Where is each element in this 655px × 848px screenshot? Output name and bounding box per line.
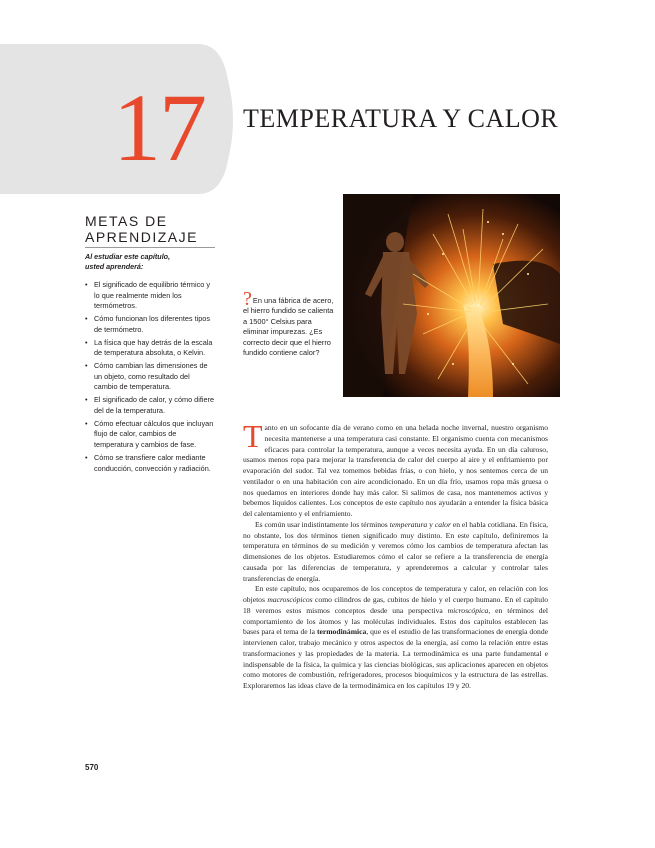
paragraph-3-text: como cilindros de gas, cubitos de hielo y el cuerpo humano. En el capítulo 18 veremos estos mismos conceptos desde una perspectiva [243,595,548,615]
term-calor: calor [434,519,451,529]
page-number: 570 [85,763,99,772]
learning-goal-item [85,361,215,393]
bullet-icon: • [85,453,88,463]
learning-goal-item [85,419,215,451]
question-mark-icon: ? [243,288,252,310]
steel-mill-photo [343,194,560,397]
bullet-icon: • [85,395,88,405]
learning-goal-item [85,338,215,359]
learning-goal-text: La física que hay detrás de la escala de temperatura absoluta, o Kelvin. [94,337,213,358]
learning-goals-divider [85,247,215,248]
learning-goals-intro-line1: Al estudiar este capítulo, [85,252,171,261]
paragraph-1-text: anto en un sofocante día de verano como en una helada noche invernal, nuestro organismo necesita mantenerse a una temperatura casi constante. El organismo cuenta con mecanismos eficaces para controlar la temperatura, aunque a veces necesita ayuda. En un día caluroso, usamos menos ropa para mejorar la transferencia de calor del cuerpo al aire y el enfriamiento por evaporación del sudor. Tal vez tomemos bebidas frías, o con hielo, y nos sentemos cerca de un ventilador o en una habitación con aire acondicionado. En un día frío, usamos ropa más gruesa o nos quedamos en interiores donde hay más calor. Si salimos de casa, nos mantenemos activos y bebemos líquidos calientes. Los conceptos de este capítulo nos ayudarán a entender la física básica del calentamiento y el enfriamiento. [243,423,548,518]
learning-goal-item [85,280,215,312]
learning-goal-text: El significado de equilibrio térmico y lo que realmente miden los termómetros. [94,280,210,310]
bullet-icon: • [85,314,88,324]
paragraph-1 [243,418,548,520]
learning-goals-heading [85,213,245,245]
bullet-icon: • [85,361,88,371]
photo-caption [243,288,339,358]
learning-goal-item [85,314,215,335]
learning-goals-intro [85,252,235,272]
chapter-number: 17 [113,74,205,181]
learning-goal-text: El significado de calor, y cómo difiere del de la temperatura. [94,395,215,415]
learning-goal-text: Cómo cambian las dimensiones de un objeto, como resultado del cambio de temperatura. [94,361,208,392]
learning-goals-list [85,280,215,477]
paragraph-3-text: , en términos del comportamiento de los átomos y las moléculas individuales. Estos dos capítulos establecen las bases para el tema de la [243,605,548,637]
paragraph-3 [243,584,548,692]
learning-goals-heading-line1: METAS DE [85,213,168,229]
caption-text: En una fábrica de acero, el hierro fundido se calienta a 1500° Celsius para eliminar impurezas. ¿Es correcto decir que el hierro fundido contiene calor? [243,296,334,358]
bullet-icon: • [85,337,88,347]
chapter-title: TEMPERATURA Y CALOR [243,104,559,133]
learning-goal-text: Cómo funcionan los diferentes tipos de termómetro. [94,314,211,334]
learning-goal-text: Cómo efectuar cálculos que incluyan flujo de calor, cambios de temperatura y cambios de fase. [94,418,214,449]
learning-goal-item [85,453,215,474]
paragraph-2-text: en el habla cotidiana. En física, no obstante, los dos términos tienen significado muy distinto. En este capítulo, definiremos la temperatura en términos de su medición y veremos cómo los cambios de temperatura afectan las dimensiones de los objetos. Estudiaremos cómo el calor se refiere a la transferencia de energía causada por las diferencias de temperatura, y aprenderemos a calcular y controlar tales transferencias de energía. [243,519,549,583]
learning-goal-text: Cómo se transfiere calor mediante conducción, convección y radiación. [94,453,211,473]
term-macroscopicos: macroscópicos [267,595,313,604]
paragraph-2 [243,520,548,585]
paragraph-3-text: En este capítulo, nos ocuparemos de los conceptos de temperatura y calor, en relación con los objetos [243,584,548,604]
bullet-icon: • [85,280,88,289]
bullet-icon: • [85,418,88,428]
learning-goal-item [85,395,215,416]
term-termodinamica: termodinámica [316,627,367,637]
term-temperatura: temperatura [389,519,428,529]
learning-goals-heading-line2: APRENDIZAJE [85,229,198,245]
paragraph-2-text: y [427,519,435,529]
drop-cap: T [243,418,263,454]
paragraph-2-text: Es común usar indistintamente los términos [255,519,390,529]
paragraph-3-text: , que es el estudio de las transformaciones de energía donde intervienen calor, trabajo mecánico y otros aspectos de la energía, así como la relación entre estas transformaciones y las propiedades de la materia. La termodinámica es una parte fundamental e indispensable de la física, la química y las ciencias biológicas, sus aplicaciones aparecen en objetos como motores de combustión, refrigeradores, procesos bioquímicos y la estructura de las estrellas. Exploraremos las ideas clave de la termodinámica en los capítulos 19 y 20. [243,627,548,690]
term-microscopica: microscópica [447,605,489,615]
chapter-body-text [243,418,549,692]
learning-goals-intro-line2: usted aprenderá: [85,262,144,271]
